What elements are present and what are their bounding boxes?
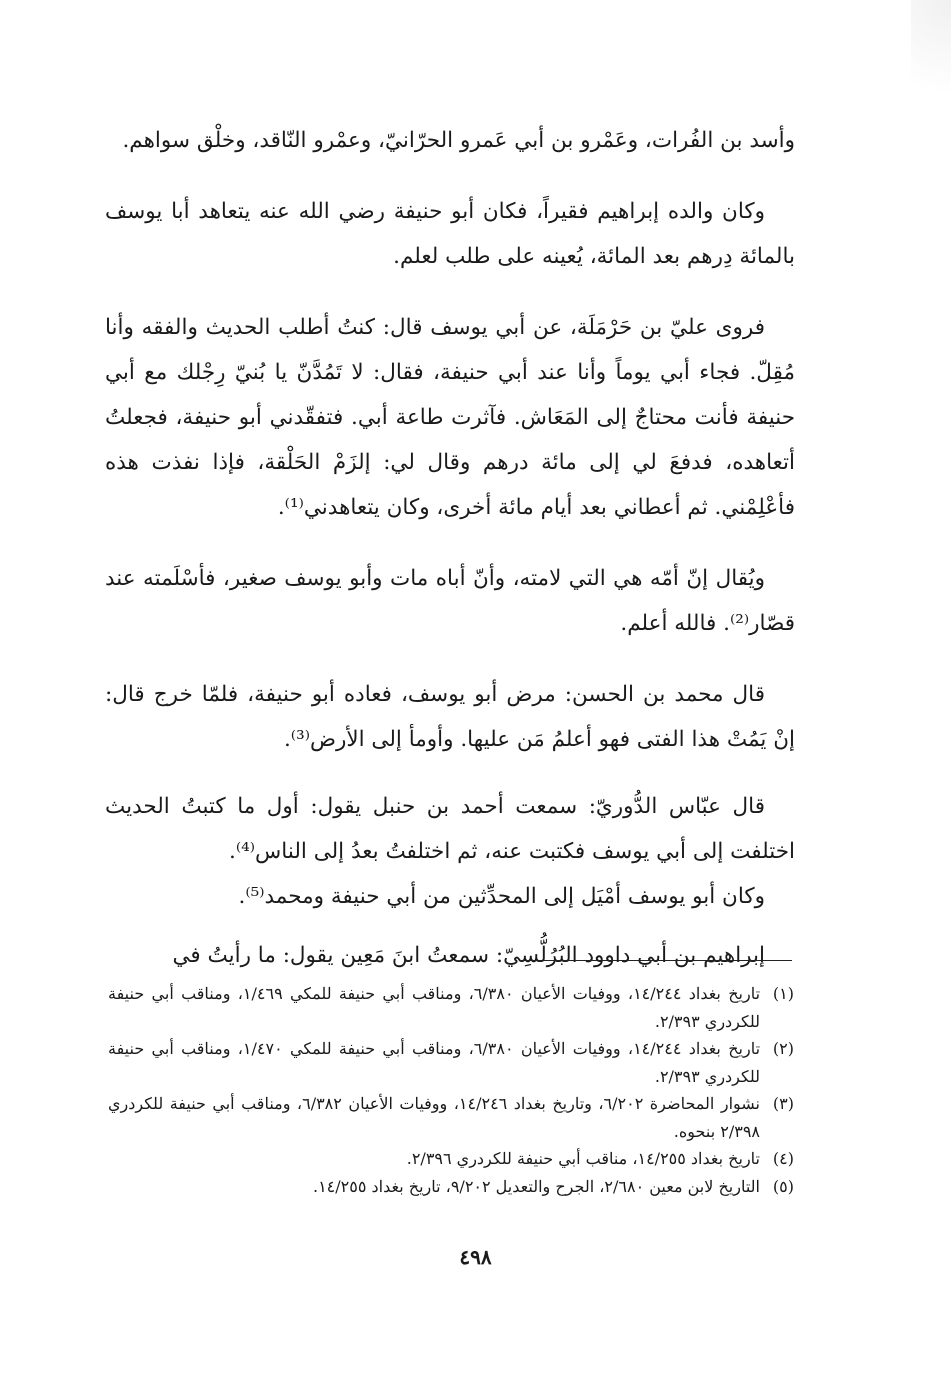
footnote-text: تاريخ بغداد ١٤/٢٤٤، ووفيات الأعيان ٦/٣٨٠، ومناقب أبي حنيفة للمكي ١/٤٦٩، ومناقب أبي حنيفة للكردري ٢/٣٩٣. bbox=[108, 984, 761, 1031]
footnote-number: (٥) bbox=[772, 1176, 794, 1196]
paragraph-3: فروى عليّ بن حَرْمَلَة، عن أبي يوسف قال: كنتُ أطلب الحديث والفقه وأنا مُقِلّ. فجاء أبي يوماً وأنا عند أبي حنيفة، فقال: لا تَمُدَّنّ يا بُنيّ رِجْلك مع أبي حنيفة فأنت محتاجٌ إلى المَعَاش. فآثرت طاعة أبي. فتفقّدني أبو حنيفة، فجعلتُ أتعاهده، فدفعَ لي إلى مائة درهم وقال لي: إلزَمْ الحَلْقة، فإذا نفذت هذه فأعْلِمْني. ثم أعطاني بعد أيام مائة أخرى، وكان يتعاهدني⁽¹⁾. bbox=[105, 315, 795, 520]
page-number: ٤٩٨ bbox=[459, 1245, 492, 1269]
paragraph-5: قال محمد بن الحسن: مرض أبو يوسف، فعاده أبو حنيفة، فلمّا خرج قال: إنْ يَمُتْ هذا الفتى فهو أعلمُ مَن عليها. وأومأ إلى الأرض⁽³⁾. bbox=[105, 682, 795, 752]
main-text bbox=[105, 118, 795, 978]
paragraph-6: قال عبّاس الدُّوريّ: سمعت أحمد بن حنبل يقول: أول ما كتبتُ الحديث اختلفت إلى أبي يوسف فكتبت عنه، ثم اختلفتُ بعدُ إلى الناس⁽⁴⁾. bbox=[105, 794, 795, 864]
paragraph-2: وكان والده إبراهيم فقيراً، فكان أبو حنيفة رضي الله عنه يتعاهد أبا يوسف بالمائة دِرهم بعد المائة، يُعينه على طلب لعلم. bbox=[105, 199, 795, 269]
footnote-3 bbox=[108, 1090, 794, 1145]
footnote-number: (٤) bbox=[772, 1149, 794, 1168]
footnote-number: (٣) bbox=[772, 1094, 794, 1113]
footnote-4 bbox=[108, 1145, 794, 1173]
footnotes bbox=[108, 980, 794, 1200]
paragraph-7: وكان أبو يوسف أمْيَل إلى المحدِّثين من أبي حنيفة ومحمد⁽⁵⁾. bbox=[238, 884, 765, 909]
footnote-text: التاريخ لابن معين ٢/٦٨٠، الجرح والتعديل ٩/٢٠٢، تاريخ بغداد ١٤/٢٥٥. bbox=[312, 1176, 760, 1196]
footnote-number: (١) bbox=[772, 984, 794, 1003]
paragraph-8: إبراهيم بن أبي داوود البُرُلُّسِيّ: سمعتُ ابنَ مَعِين يقول: ما رأيتُ في bbox=[172, 943, 765, 968]
paragraph-1: وأسد بن الفُرات، وعَمْرو بن أبي عَمرو الحرّانيّ، وعمْرو النّاقد، وخلْق سواهم. bbox=[122, 128, 795, 153]
scan-shadow bbox=[911, 0, 951, 130]
footnote-separator bbox=[520, 960, 792, 961]
footnote-5 bbox=[108, 1173, 794, 1201]
footnote-text: تاريخ بغداد ١٤/٢٥٥، مناقب أبي حنيفة للكردري ٢/٣٩٦. bbox=[406, 1149, 760, 1168]
footnote-2 bbox=[108, 1035, 794, 1090]
footnote-1 bbox=[108, 980, 794, 1035]
footnote-text: تاريخ بغداد ١٤/٢٤٤، ووفيات الأعيان ٦/٣٨٠، ومناقب أبي حنيفة للمكي ١/٤٧٠، ومناقب أبي حنيفة للكردري ٢/٣٩٣. bbox=[108, 1039, 761, 1086]
footnote-text: نشوار المحاضرة ٦/٢٠٢، وتاريخ بغداد ١٤/٢٤٦، ووفيات الأعيان ٦/٣٨٢، ومناقب أبي حنيفة للكردري ٢/٣٩٨ بنحوه. bbox=[108, 1094, 760, 1141]
footnote-number: (٢) bbox=[772, 1039, 794, 1058]
paragraph-4: ويُقال إنّ أمّه هي التي لامته، وأنّ أباه مات وأبو يوسف صغير، فأسْلَمته عند قصّار⁽²⁾. فالله أعلم. bbox=[105, 566, 795, 636]
